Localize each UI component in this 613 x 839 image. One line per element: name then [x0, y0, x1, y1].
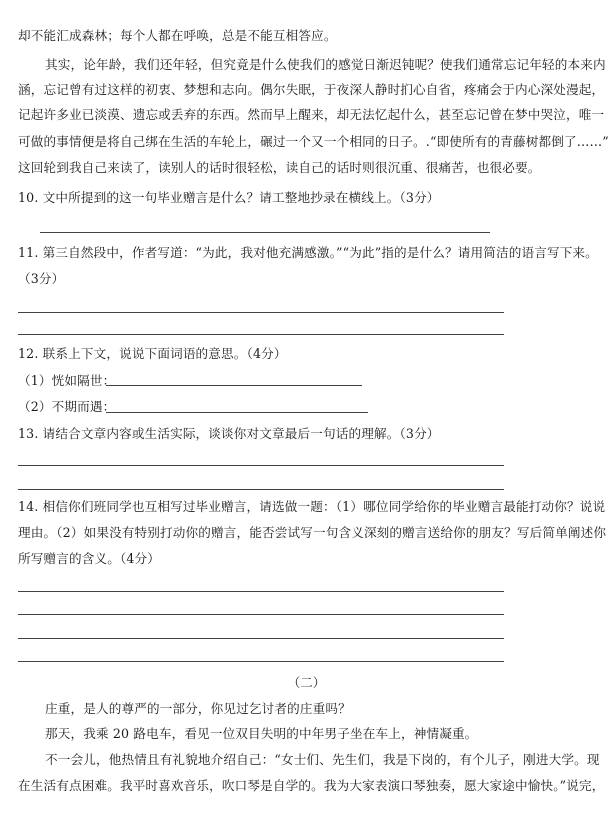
paragraph-line: 在生活有点困难。我平时喜欢音乐，吹口琴是自学的。我为大家表演口琴独奏，愿大家途中愉快。”说完，	[18, 778, 605, 793]
answer-line[interactable]	[18, 489, 504, 490]
answer-line[interactable]	[18, 661, 504, 662]
paragraph-line: 那天，我乘 20 路电车，看见一位双目失明的中年男子坐在车上，神情凝重。	[45, 726, 478, 741]
answer-line[interactable]	[18, 591, 504, 592]
answer-line[interactable]	[40, 232, 490, 233]
question-14-line-2: 理由。（2）如果没有特别打动你的赠言，能否尝试写一句含义深刻的赠言送给你的朋友？写后简单阐述你	[18, 525, 607, 540]
question-12: 12. 联系上下文，说说下面词语的意思。（4分）	[18, 346, 287, 361]
answer-line[interactable]	[18, 465, 504, 466]
paragraph-line: 涵，忘记曾有过这样的初衷、梦想和志向。偶尔失眠，于夜深人静时扪心自省，疼痛会于内心深处漫起，	[18, 82, 605, 97]
answer-line[interactable]	[106, 412, 368, 413]
paragraph-line: 却不能汇成森林；每个人都在呼唤，总是不能互相答应。	[18, 28, 337, 43]
paragraph-line: 可做的事情便是将自己绑在生活的车轮上，碾过一个又一个相同的日子。.“即使所有的青藤树都倒了……”	[18, 134, 609, 149]
section-title: （二）	[287, 675, 326, 690]
answer-line[interactable]	[18, 312, 504, 313]
question-12-item-1: （1）恍如隔世：	[18, 373, 116, 388]
answer-line[interactable]	[18, 614, 504, 615]
question-14-line-3: 所写赠言的含义。（4分）	[18, 551, 161, 566]
paragraph-line: 庄重，是人的尊严的一部分，你见过乞讨者的庄重吗？	[45, 701, 351, 716]
answer-line[interactable]	[18, 638, 504, 639]
question-10: 10. 文中所提到的这一句毕业赠言是什么？请工整地抄录在横线上。（3分）	[18, 190, 440, 205]
question-12-item-2: （2）不期而遇：	[18, 399, 116, 414]
answer-line[interactable]	[18, 334, 504, 335]
question-14: 14. 相信你们班同学也互相写过毕业赠言，请选做一题：（1）哪位同学给你的毕业赠言最能打动你？说说	[18, 499, 606, 514]
question-13: 13. 请结合文章内容或生活实际，谈谈你对文章最后一句话的理解。（3分）	[18, 426, 440, 441]
paragraph-line: 其实，论年龄，我们还年轻，但究竟是什么使我们的感觉日渐迟钝呢？使我们通常忘记年轻的本来内	[45, 57, 606, 72]
paragraph-line: 不一会儿，他热情且有礼貌地介绍自己：“女士们、先生们，我是下岗的，有个儿子，刚进大学。现	[45, 752, 600, 767]
paragraph-line: 这回轮到我自己来读了，读别人的话时很轻松，读自己的话时则很沉重、很痛苦，也很必要。	[18, 160, 541, 175]
question-11-score: （3分）	[18, 271, 65, 286]
question-11: 11. 第三自然段中，作者写道：“为此，我对他充满感激。”“为此”指的是什么？请用简洁的语言写下来。	[18, 245, 598, 260]
paragraph-line: 记起许多业已淡漠、遗忘或丢弃的东西。然而早上醒来，却无法忆起什么，甚至忘记曾在梦中哭泣，唯一	[18, 107, 605, 122]
answer-line[interactable]	[106, 385, 362, 386]
